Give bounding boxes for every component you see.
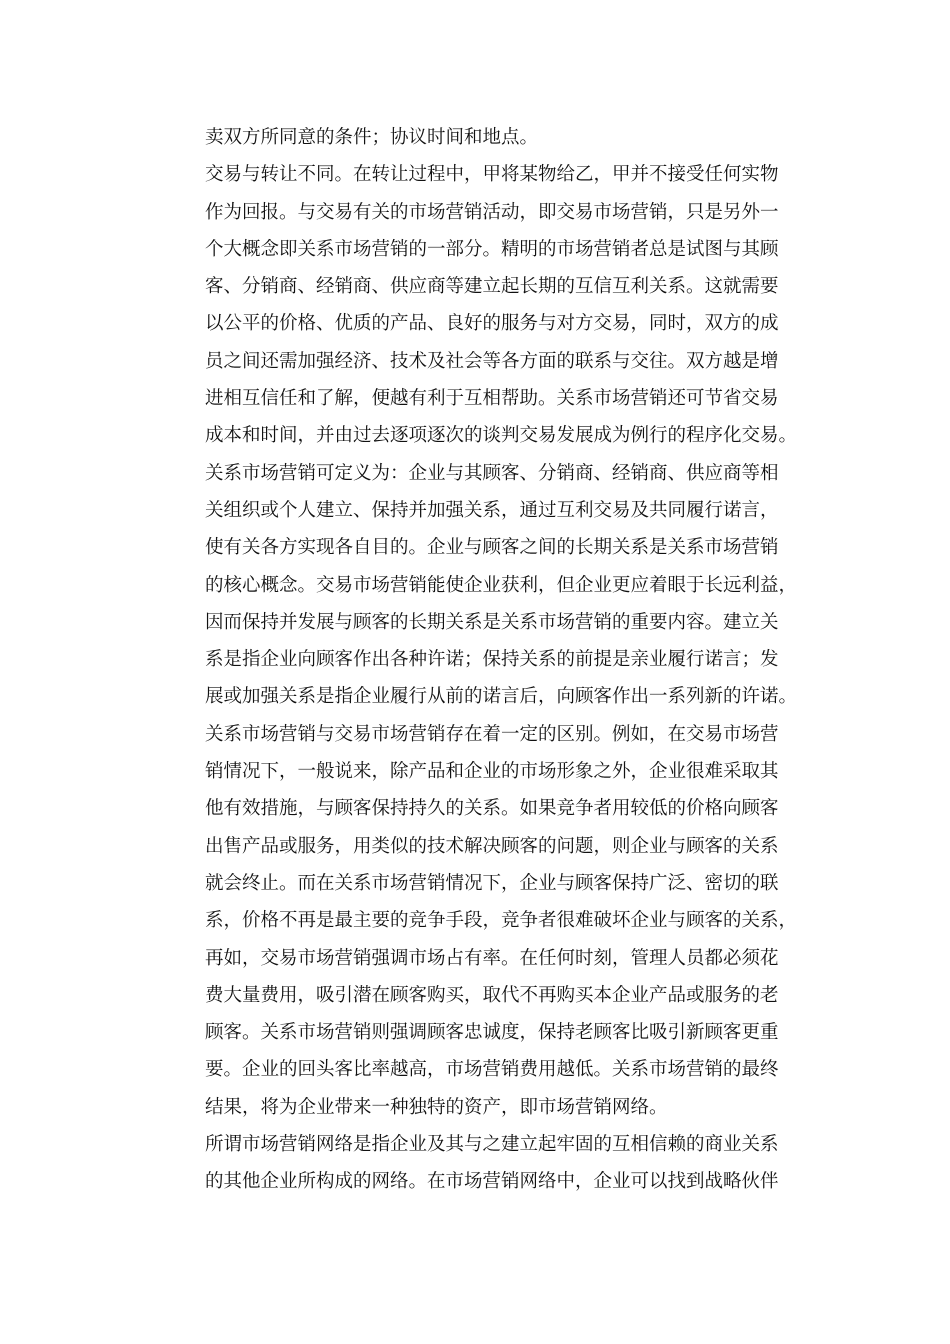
text-line: 作为回报。与交易有关的市场营销活动，即交易市场营销，只是另外一 bbox=[205, 201, 779, 223]
text-line: 以公平的价格、优质的产品、良好的服务与对方交易，同时，双方的成 bbox=[205, 313, 779, 335]
text-line: 费大量费用，吸引潜在顾客购买，取代不再购买本企业产品或服务的老 bbox=[205, 984, 779, 1006]
text-line: 关系市场营销与交易市场营销存在着一定的区别。例如，在交易市场营 bbox=[205, 723, 779, 745]
text-line: 他有效措施，与顾客保持持久的关系。如果竞争者用较低的价格向顾客 bbox=[205, 798, 779, 820]
body-text bbox=[205, 119, 815, 1201]
text-line: 的核心概念。交易市场营销能使企业获利，但企业更应着眼于长远利益， bbox=[205, 574, 798, 596]
text-line: 要。企业的回头客比率越高，市场营销费用越低。关系市场营销的最终 bbox=[205, 1059, 779, 1081]
text-line: 的其他企业所构成的网络。在市场营销网络中，企业可以找到战略伙伴 bbox=[205, 1171, 779, 1193]
text-line: 交易与转让不同。在转让过程中，甲将某物给乙，甲并不接受任何实物 bbox=[205, 164, 779, 186]
text-line: 销情况下，一般说来，除产品和企业的市场形象之外，企业很难采取其 bbox=[205, 761, 779, 783]
text-line: 出售产品或服务，用类似的技术解决顾客的问题，则企业与顾客的关系 bbox=[205, 835, 779, 857]
text-line: 关组织或个人建立、保持并加强关系，通过互利交易及共同履行诺言， bbox=[205, 499, 779, 521]
text-line: 所谓市场营销网络是指企业及其与之建立起牢固的互相信赖的商业关系 bbox=[205, 1134, 779, 1156]
text-line: 员之间还需加强经济、技术及社会等各方面的联系与交往。双方越是增 bbox=[205, 350, 779, 372]
text-line: 结果，将为企业带来一种独特的资产，即市场营销网络。 bbox=[205, 1096, 668, 1118]
text-line: 就会终止。而在关系市场营销情况下，企业与顾客保持广泛、密切的联 bbox=[205, 872, 779, 894]
text-line: 使有关各方实现各自目的。企业与顾客之间的长期关系是关系市场营销 bbox=[205, 537, 779, 559]
text-line: 因而保持并发展与顾客的长期关系是关系市场营销的重要内容。建立关 bbox=[205, 611, 779, 633]
text-line: 关系市场营销可定义为：企业与其顾客、分销商、经销商、供应商等相 bbox=[205, 462, 779, 484]
text-line: 展或加强关系是指企业履行从前的诺言后，向顾客作出一系列新的许诺。 bbox=[205, 686, 798, 708]
text-line: 再如，交易市场营销强调市场占有率。在任何时刻，管理人员都必须花 bbox=[205, 947, 779, 969]
text-line: 系，价格不再是最主要的竞争手段，竞争者很难破坏企业与顾客的关系， bbox=[205, 910, 798, 932]
text-line: 个大概念即关系市场营销的一部分。精明的市场营销者总是试图与其顾 bbox=[205, 238, 779, 260]
text-line: 顾客。关系市场营销则强调顾客忠诚度，保持老顾客比吸引新顾客更重 bbox=[205, 1022, 779, 1044]
text-line: 系是指企业向顾客作出各种许诺；保持关系的前提是亲业履行诺言；发 bbox=[205, 649, 779, 671]
text-line: 进相互信任和了解，便越有利于互相帮助。关系市场营销还可节省交易 bbox=[205, 388, 779, 410]
text-line: 客、分销商、经销商、供应商等建立起长期的互信互利关系。这就需要 bbox=[205, 276, 779, 298]
text-line: 卖双方所同意的条件；协议时间和地点。 bbox=[205, 127, 539, 148]
text-line: 成本和时间，并由过去逐项逐次的谈判交易发展成为例行的程序化交易。 bbox=[205, 425, 798, 447]
